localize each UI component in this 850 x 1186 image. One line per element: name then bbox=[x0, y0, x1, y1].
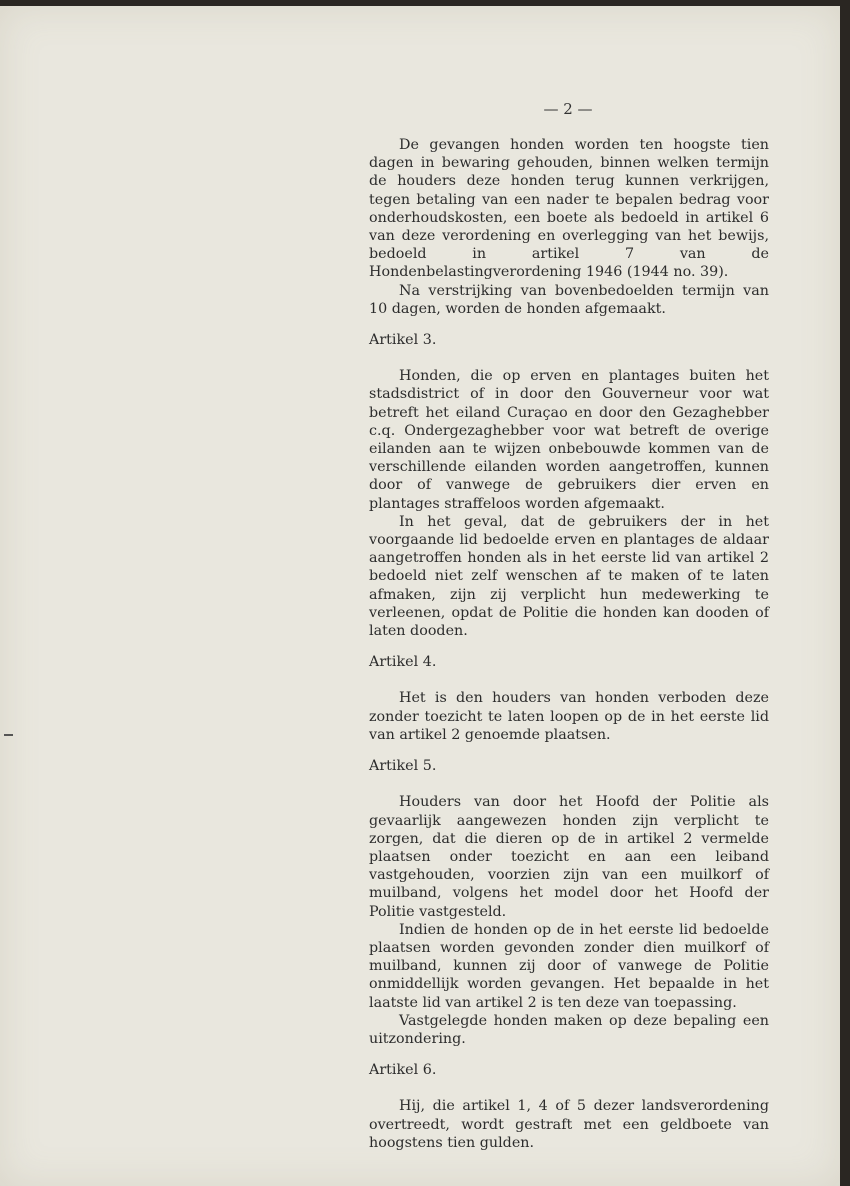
body-text bbox=[369, 136, 769, 1152]
paragraph: Indien de honden op de in het eerste lid bedoelde plaatsen worden gevonden zonder dien muilkorf of muilband, kunnen zij door of vanwege de Politie onmiddellijk worden gevangen. Het bepaalde in het laatste lid van artikel 2 is ten deze van toepassing. bbox=[369, 921, 769, 1011]
paragraph: Vastgelegde honden maken op deze bepaling een uitzondering. bbox=[369, 1012, 769, 1047]
paragraph: Honden, die op erven en plantages buiten het stadsdistrict of in door den Gouverneur voor wat betreft het eiland Curaçao en door den Gezaghebber c.q. Ondergezaghebber voor wat betreft de overige eilanden aan te wijzen onbebouwde kommen van de verschillende eilanden worden aangetroffen, kunnen door of vanwege de gebruikers dier erven en plantages straffeloos worden afgemaakt. bbox=[369, 368, 769, 512]
page-number: — 2 — bbox=[543, 100, 593, 118]
document-page bbox=[0, 6, 840, 1186]
article-heading: Artikel 6. bbox=[369, 1062, 437, 1079]
paragraph: Houders van door het Hoofd der Politie als gevaarlijk aangewezen honden zijn verplicht te zorgen, dat die dieren op de in artikel 2 vermelde plaatsen onder toezicht en aan een leiband vastgehouden, voorzien zijn van een muilkorf of muilband, volgens het model door het Hoofd der Politie vastgesteld. bbox=[369, 794, 769, 920]
article-heading: Artikel 4. bbox=[369, 654, 437, 671]
article-heading: Artikel 3. bbox=[369, 332, 437, 349]
paragraph: In het geval, dat de gebruikers der in het voorgaande lid bedoelde erven en plantages de aldaar aangetroffen honden als in het eerste lid van artikel 2 bedoeld niet zelf wenschen af te maken of te laten afmaken, zijn zij verplicht hun medewerking te verleenen, opdat de Politie die honden kan dooden of laten dooden. bbox=[369, 513, 769, 640]
paragraph: De gevangen honden worden ten hoogste tien dagen in bewaring gehouden, binnen welken termijn de houders deze honden terug kunnen verkrijgen, tegen betaling van een nader te bepalen bedrag voor onderhoudskosten, een boete als bedoeld in artikel 6 van deze verordening en overlegging van het bewijs, bedoeld in artikel 7 van de Hondenbelastingverordening 1946 (1944 no. 39). bbox=[369, 137, 769, 281]
paragraph: Het is den houders van honden verboden deze zonder toezicht te laten loopen op de in het eerste lid van artikel 2 genoemde plaatsen. bbox=[369, 690, 769, 743]
paragraph: Na verstrijking van bovenbedoelden termijn van 10 dagen, worden de honden afgemaakt. bbox=[369, 282, 769, 317]
article-heading: Artikel 5. bbox=[369, 758, 437, 775]
paragraph: Hij, die artikel 1, 4 of 5 dezer landsverordening overtreedt, wordt gestraft met een geldboete van hoogstens tien gulden. bbox=[369, 1098, 769, 1151]
margin-mark bbox=[4, 734, 13, 736]
